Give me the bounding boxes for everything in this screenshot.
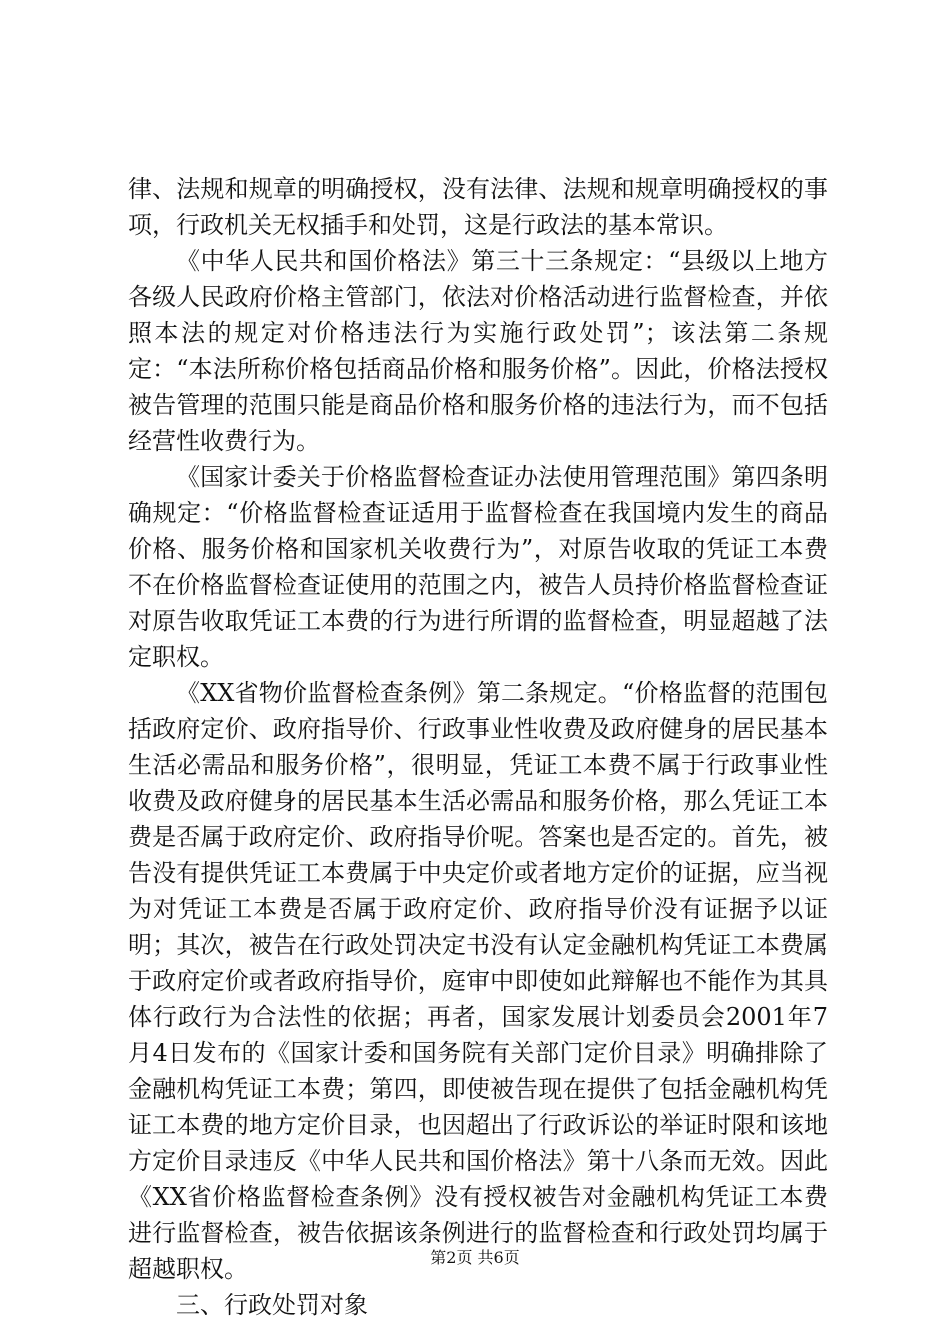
paragraph-4: 《XX省物价监督检查条例》第二条规定。“价格监督的范围包括政府定价、政府指导价、行政事业性收费及政府健身的居民基本生活必需品和服务价格”，很明显，凭证工本费不属于行政事业性收费及政府健身的居民基本生活必需品和服务价格，那么凭证工本费是否属于政府定价、政府指导价呢。答案也是否定的。首先，被告没有提供凭证工本费属于中央定价或者地方定价的证据，应当视为对凭证工本费是否属于政府定价、政府指导价没有证据予以证明；其次，被告在行政处罚决定书没有认定金融机构凭证工本费属于政府定价或者政府指导价，庭审中即使如此辩解也不能作为其具体行政行为合法性的依据；再者，国家发展计划委员会2001年7月4日发布的《国家计委和国务院有关部门定价目录》明确排除了金融机构凭证工本费；第四，即使被告现在提供了包括金融机构凭证工本费的地方定价目录，也因超出了行政诉讼的举证时限和该地方定价目录违反《中华人民共和国价格法》第十八条而无效。因此《XX省价格监督检查条例》没有授权被告对金融机构凭证工本费进行监督检查，被告依据该条例进行的监督检查和行政处罚均属于超越职权。 (128, 679, 828, 1283)
section-heading: 三、行政处罚对象 (176, 1291, 368, 1319)
paragraph-1: 律、法规和规章的明确授权，没有法律、法规和规章明确授权的事项，行政机关无权插手和处罚，这是行政法的基本常识。 (128, 175, 828, 239)
paragraph-3: 《国家计委关于价格监督检查证办法使用管理范围》第四条明确规定：“价格监督检查证适用于监督检查在我国境内发生的商品价格、服务价格和国家机关收费行为”，对原告收取的凭证工本费不在价格监督检查证使用的范围之内，被告人员持价格监督检查证对原告收取凭证工本费的行为进行所谓的监督检查，明显超越了法定职权。 (128, 463, 828, 671)
document-body (128, 171, 828, 1323)
page-footer: 第2页 共6页 (430, 1248, 520, 1267)
paragraph-2: 《中华人民共和国价格法》第三十三条规定：“县级以上地方各级人民政府价格主管部门，依法对价格活动进行监督检查，并依照本法的规定对价格违法行为实施行政处罚”；该法第二条规定：“本法所称价格包括商品价格和服务价格”。因此，价格法授权被告管理的范围只能是商品价格和服务价格的违法行为，而不包括经营性收费行为。 (128, 247, 828, 455)
